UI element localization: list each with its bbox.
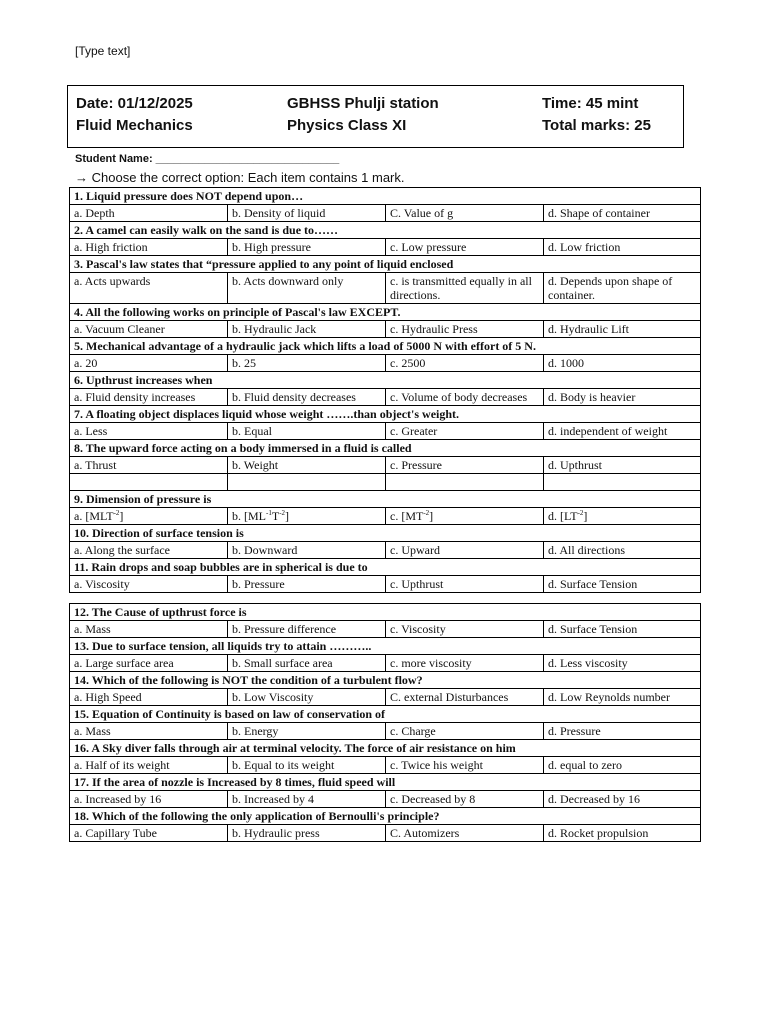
question-16-option-d[interactable]: d. equal to zero xyxy=(544,757,701,774)
question-9-option-c[interactable]: c. $[MT^{-2}]$ xyxy=(386,508,544,525)
question-4-option-d[interactable]: d. Hydraulic Lift xyxy=(544,321,701,338)
question-6-option-c[interactable]: c. Volume of body decreases xyxy=(386,389,544,406)
question-17-option-c[interactable]: c. Decreased by 8 xyxy=(386,791,544,808)
question-14-option-c[interactable]: C. external Disturbances xyxy=(386,689,544,706)
page-header-placeholder: [Type text] xyxy=(75,44,131,58)
question-row xyxy=(70,638,701,655)
question-11-text: 11. Rain drops and soap bubbles are in spherical is due to xyxy=(70,559,701,576)
question-3-option-d[interactable]: d. Depends upon shape of container. xyxy=(544,273,701,304)
question-11-option-d[interactable]: d. Surface Tension xyxy=(544,576,701,593)
question-8-text: 8. The upward force acting on a body immersed in a fluid is called xyxy=(70,440,701,457)
question-row xyxy=(70,440,701,457)
question-4-text: 4. All the following works on principle of Pascal's law EXCEPT. xyxy=(70,304,701,321)
question-6-option-d[interactable]: d. Body is heavier xyxy=(544,389,701,406)
question-14-option-a[interactable]: a. High Speed xyxy=(70,689,228,706)
question-12-option-a[interactable]: a. Mass xyxy=(70,621,228,638)
question-16-option-b[interactable]: b. Equal to its weight xyxy=(228,757,386,774)
question-row xyxy=(70,338,701,355)
question-15-option-d[interactable]: d. Pressure xyxy=(544,723,701,740)
question-row xyxy=(70,372,701,389)
question-6-option-b[interactable]: b. Fluid density decreases xyxy=(228,389,386,406)
question-18-text: 18. Which of the following the only application of Bernoulli's principle? xyxy=(70,808,701,825)
question-3-option-c[interactable]: c. is transmitted equally in all directions. xyxy=(386,273,544,304)
question-14-option-b[interactable]: b. Low Viscosity xyxy=(228,689,386,706)
question-10-option-c[interactable]: c. Upward xyxy=(386,542,544,559)
question-row xyxy=(70,774,701,791)
question-1-option-c[interactable]: C. Value of g xyxy=(386,205,544,222)
question-5-option-c[interactable]: c. 2500 xyxy=(386,355,544,372)
options-row xyxy=(70,825,701,842)
question-row xyxy=(70,491,701,508)
question-15-option-b[interactable]: b. Energy xyxy=(228,723,386,740)
blank-cell xyxy=(70,474,228,491)
question-12-option-c[interactable]: c. Viscosity xyxy=(386,621,544,638)
options-row xyxy=(70,508,701,525)
question-6-option-a[interactable]: a. Fluid density increases xyxy=(70,389,228,406)
question-13-option-d[interactable]: d. Less viscosity xyxy=(544,655,701,672)
question-7-option-b[interactable]: b. Equal xyxy=(228,423,386,440)
question-18-option-d[interactable]: d. Rocket propulsion xyxy=(544,825,701,842)
total-marks: Total marks: 25 xyxy=(542,117,651,134)
question-row xyxy=(70,604,701,621)
question-row xyxy=(70,304,701,321)
mcq-table-part-2 xyxy=(69,603,701,842)
question-2-option-a[interactable]: a. High friction xyxy=(70,239,228,256)
question-row xyxy=(70,672,701,689)
question-1-option-b[interactable]: b. Density of liquid xyxy=(228,205,386,222)
options-row xyxy=(70,689,701,706)
question-2-option-d[interactable]: d. Low friction xyxy=(544,239,701,256)
options-row xyxy=(70,791,701,808)
question-row xyxy=(70,559,701,576)
question-12-text: 12. The Cause of upthrust force is xyxy=(70,604,701,621)
question-8-option-b[interactable]: b. Weight xyxy=(228,457,386,474)
options-row xyxy=(70,273,701,304)
subject-title: Fluid Mechanics xyxy=(76,117,193,134)
options-row xyxy=(70,621,701,638)
question-1-option-d[interactable]: d. Shape of container xyxy=(544,205,701,222)
question-5-option-a[interactable]: a. 20 xyxy=(70,355,228,372)
question-6-text: 6. Upthrust increases when xyxy=(70,372,701,389)
school-name: GBHSS Phulji station xyxy=(287,95,439,112)
question-8-option-a[interactable]: a. Thrust xyxy=(70,457,228,474)
question-18-option-a[interactable]: a. Capillary Tube xyxy=(70,825,228,842)
options-row xyxy=(70,205,701,222)
question-13-option-c[interactable]: c. more viscosity xyxy=(386,655,544,672)
question-9-option-b[interactable]: b. $[ML^{-1}T^{-2}]$ xyxy=(228,508,386,525)
question-5-option-b[interactable]: b. 25 xyxy=(228,355,386,372)
question-4-option-b[interactable]: b. Hydraulic Jack xyxy=(228,321,386,338)
question-5-option-d[interactable]: d. 1000 xyxy=(544,355,701,372)
question-3-text: 3. Pascal's law states that “pressure applied to any point of liquid enclosed xyxy=(70,256,701,273)
question-5-text: 5. Mechanical advantage of a hydraulic jack which lifts a load of 5000 N with effort of 5 N. xyxy=(70,338,701,355)
question-10-option-a[interactable]: a. Along the surface xyxy=(70,542,228,559)
question-row xyxy=(70,808,701,825)
question-row xyxy=(70,188,701,205)
question-12-option-b[interactable]: b. Pressure difference xyxy=(228,621,386,638)
question-11-option-a[interactable]: a. Viscosity xyxy=(70,576,228,593)
question-9-option-d[interactable]: d. $[LT^{-2}]$ xyxy=(544,508,701,525)
options-row xyxy=(70,389,701,406)
options-row xyxy=(70,355,701,372)
question-10-option-b[interactable]: b. Downward xyxy=(228,542,386,559)
options-row xyxy=(70,457,701,474)
question-row xyxy=(70,706,701,723)
question-16-option-c[interactable]: c. Twice his weight xyxy=(386,757,544,774)
question-row xyxy=(70,525,701,542)
question-row xyxy=(70,222,701,239)
question-row xyxy=(70,406,701,423)
question-16-text: 16. A Sky diver falls through air at terminal velocity. The force of air resistance on him xyxy=(70,740,701,757)
question-10-option-d[interactable]: d. All directions xyxy=(544,542,701,559)
question-17-option-d[interactable]: d. Decreased by 16 xyxy=(544,791,701,808)
instructions-text: → Choose the correct option: Each item contains 1 mark. xyxy=(75,170,405,185)
question-14-option-d[interactable]: d. Low Reynolds number xyxy=(544,689,701,706)
question-18-option-c[interactable]: C. Automizers xyxy=(386,825,544,842)
question-2-option-b[interactable]: b. High pressure xyxy=(228,239,386,256)
question-13-text: 13. Due to surface tension, all liquids try to attain ……….. xyxy=(70,638,701,655)
question-17-option-b[interactable]: b. Increased by 4 xyxy=(228,791,386,808)
question-4-option-c[interactable]: c. Hydraulic Press xyxy=(386,321,544,338)
question-17-text: 17. If the area of nozzle is Increased by 8 times, fluid speed will xyxy=(70,774,701,791)
question-7-option-d[interactable]: d. independent of weight xyxy=(544,423,701,440)
question-12-option-d[interactable]: d. Surface Tension xyxy=(544,621,701,638)
mcq-table-part-1 xyxy=(69,187,701,593)
question-2-text: 2. A camel can easily walk on the sand is due to…… xyxy=(70,222,701,239)
question-13-option-a[interactable]: a. Large surface area xyxy=(70,655,228,672)
question-16-option-a[interactable]: a. Half of its weight xyxy=(70,757,228,774)
blank-row xyxy=(70,474,701,491)
question-7-text: 7. A floating object displaces liquid whose weight …….than object's weight. xyxy=(70,406,701,423)
question-row xyxy=(70,740,701,757)
options-row xyxy=(70,757,701,774)
blank-cell xyxy=(228,474,386,491)
options-row xyxy=(70,239,701,256)
blank-cell xyxy=(544,474,701,491)
question-1-text: 1. Liquid pressure does NOT depend upon… xyxy=(70,188,701,205)
question-11-option-b[interactable]: b. Pressure xyxy=(228,576,386,593)
question-18-option-b[interactable]: b. Hydraulic press xyxy=(228,825,386,842)
student-name-field[interactable]: Student Name: ______________________________ xyxy=(75,153,340,165)
options-row xyxy=(70,321,701,338)
exam-time: Time: 45 mint xyxy=(542,95,639,112)
question-11-option-c[interactable]: c. Upthrust xyxy=(386,576,544,593)
question-1-option-a[interactable]: a. Depth xyxy=(70,205,228,222)
question-9-text: 9. Dimension of pressure is xyxy=(70,491,701,508)
options-row xyxy=(70,423,701,440)
question-9-option-a[interactable]: a. $[MLT^{-2}]$ xyxy=(70,508,228,525)
question-15-option-c[interactable]: c. Charge xyxy=(386,723,544,740)
exam-date: Date: 01/12/2025 xyxy=(76,95,193,112)
question-8-option-c[interactable]: c. Pressure xyxy=(386,457,544,474)
class-name: Physics Class XI xyxy=(287,117,407,134)
question-3-option-a[interactable]: a. Acts upwards xyxy=(70,273,228,304)
question-3-option-b[interactable]: b. Acts downward only xyxy=(228,273,386,304)
question-14-text: 14. Which of the following is NOT the condition of a turbulent flow? xyxy=(70,672,701,689)
options-row xyxy=(70,576,701,593)
question-15-option-a[interactable]: a. Mass xyxy=(70,723,228,740)
options-row xyxy=(70,723,701,740)
question-row xyxy=(70,256,701,273)
question-8-option-d[interactable]: d. Upthrust xyxy=(544,457,701,474)
question-15-text: 15. Equation of Continuity is based on law of conservation of xyxy=(70,706,701,723)
question-13-option-b[interactable]: b. Small surface area xyxy=(228,655,386,672)
question-10-text: 10. Direction of surface tension is xyxy=(70,525,701,542)
blank-cell xyxy=(386,474,544,491)
options-row xyxy=(70,542,701,559)
question-7-option-a[interactable]: a. Less xyxy=(70,423,228,440)
options-row xyxy=(70,655,701,672)
question-17-option-a[interactable]: a. Increased by 16 xyxy=(70,791,228,808)
exam-header-box xyxy=(67,85,684,148)
question-7-option-c[interactable]: c. Greater xyxy=(386,423,544,440)
question-4-option-a[interactable]: a. Vacuum Cleaner xyxy=(70,321,228,338)
question-2-option-c[interactable]: c. Low pressure xyxy=(386,239,544,256)
